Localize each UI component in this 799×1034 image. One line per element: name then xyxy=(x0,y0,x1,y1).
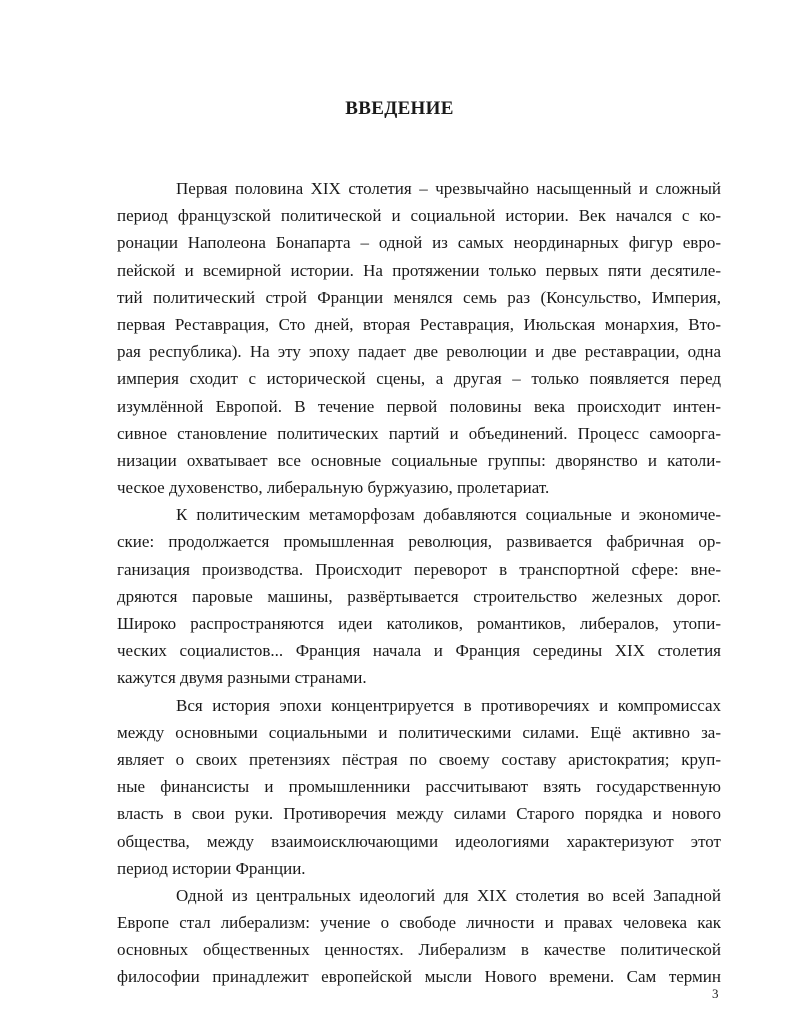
text-line: общества, между взаимоисключающими идеологиями характеризуют этот xyxy=(117,831,721,851)
text-line: низации охватывает все основные социальные группы: дворянство и католи- xyxy=(117,450,721,470)
text-line: Европе стал либерализм: учение о свободе личности и правах человека как xyxy=(117,913,721,933)
text-line: ческое духовенство, либеральную буржуазию, пролетариат. xyxy=(117,478,550,498)
paragraph-2 xyxy=(117,501,721,691)
text-line: между основными социальными и политическими силами. Ещё активно за- xyxy=(117,722,721,742)
text-line: являет о своих претензиях пёстрая по своему составу аристократия; круп- xyxy=(117,749,721,769)
text-line: ские: продолжается промышленная революция, развивается фабричная ор- xyxy=(117,532,721,552)
text-line: первая Реставрация, Сто дней, вторая Реставрация, Июльская монархия, Вто- xyxy=(117,314,721,334)
text-line: Широко распространяются идеи католиков, романтиков, либералов, утопи- xyxy=(117,614,721,633)
text-line: дряются паровые машины, развёртывается строительство железных дорог. xyxy=(117,586,721,606)
text-line: тий политический строй Франции менялся семь раз (Консульство, Империя, xyxy=(117,287,721,307)
text-line: рая республика). На эту эпоху падает две революции и две реставрации, одна xyxy=(117,342,721,362)
paragraph-1 xyxy=(117,175,721,501)
text-line: власть в свои руки. Противоречия между силами Старого порядка и нового xyxy=(117,804,721,824)
text-line: основных общественных ценностях. Либерализм в качестве политической xyxy=(117,940,721,960)
text-line: Одной из центральных идеологий для XIX столетия во всей Западной xyxy=(176,885,721,905)
text-line: пейской и всемирной истории. На протяжении только первых пяти десятиле- xyxy=(117,260,721,280)
paragraph-3 xyxy=(117,692,721,882)
text-line: изумлённой Европой. В течение первой половины века происходит интен- xyxy=(117,396,721,416)
text-line: период истории Франции. xyxy=(117,858,306,878)
text-line: ческих социалистов... Франция начала и Франция середины XIX столетия xyxy=(117,641,721,661)
text-line: ные финансисты и промышленники рассчитывают взять государственную xyxy=(117,777,721,797)
text-line: ронации Наполеона Бонапарта – одной из самых неординарных фигур евро- xyxy=(117,233,721,253)
text-line: К политическим метаморфозам добавляются социальные и экономиче- xyxy=(176,505,721,525)
page-title: ВВЕДЕНИЕ xyxy=(345,98,454,119)
paragraph-4 xyxy=(117,882,721,991)
text-line: Вся история эпохи концентрируется в противоречиях и компромиссах xyxy=(176,695,721,715)
text-line: период французской политической и социальной истории. Век начался с ко- xyxy=(117,206,721,226)
text-line: Первая половина XIX столетия – чрезвычайно насыщенный и сложный xyxy=(176,179,721,198)
page-number: 3 xyxy=(712,986,719,1001)
text-line: империя сходит с исторической сцены, а другая – только появляется перед xyxy=(117,369,721,389)
text-line: философии принадлежит европейской мысли Нового времени. Сам термин xyxy=(117,967,721,987)
text-line: ганизация производства. Происходит переворот в транспортной сфере: вне- xyxy=(117,559,721,579)
text-line: кажутся двумя разными странами. xyxy=(117,668,367,688)
text-line: сивное становление политических партий и объединений. Процесс самоорга- xyxy=(117,423,721,443)
body-text xyxy=(117,175,721,991)
